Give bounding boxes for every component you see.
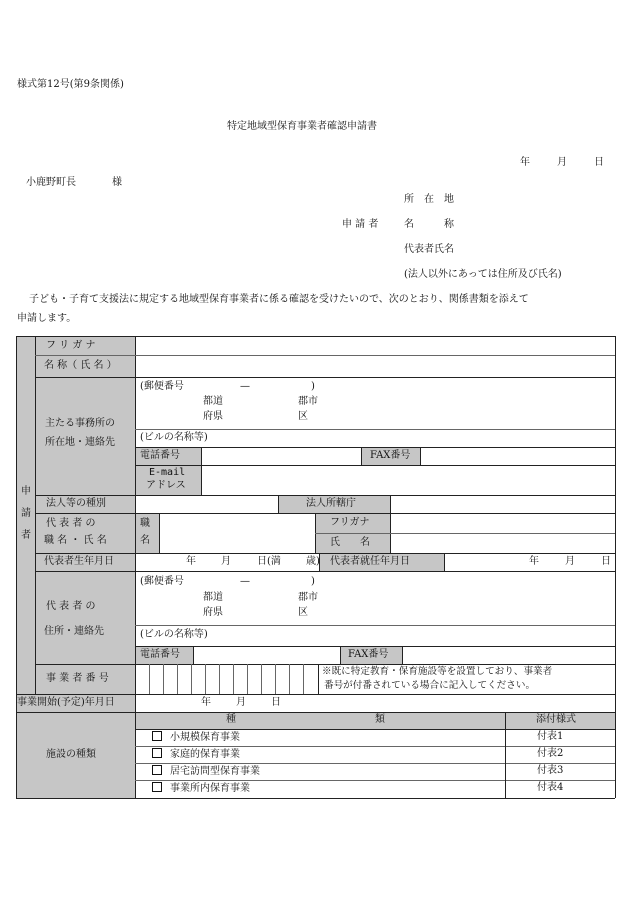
applicant-label: 申 請 者: [342, 219, 379, 230]
rep-birth-label: 代表者生年月日: [44, 556, 114, 567]
rep-gunshi-2: 区: [298, 607, 308, 618]
checkbox[interactable]: [152, 748, 162, 758]
postal-close: ): [311, 381, 315, 392]
rep-postal-close: ): [311, 576, 315, 587]
gunshi-1: 郡市: [298, 396, 318, 407]
rep-position-2: 職 名 ・ 氏 名: [44, 535, 107, 546]
form-number: 様式第12号(第9条関係): [17, 79, 124, 90]
rep-addr-label-2: 住所・連絡先: [44, 626, 104, 637]
birth-day: 日(満: [257, 556, 281, 567]
rep-addr-label-1: 代 表 者 の: [46, 601, 96, 612]
rep-postal-dash: —: [240, 576, 250, 587]
date-month: 月: [557, 157, 567, 168]
facility-row-2: [152, 748, 240, 761]
rep-postal-label: (郵便番号: [140, 576, 184, 587]
facility-name: 事業所内保育事業: [170, 783, 250, 794]
furigana-label: フ リ ガ ナ: [46, 340, 96, 351]
intro-line-2: 申請します。: [17, 313, 77, 324]
rep-name-label: 氏 名: [330, 537, 370, 548]
applicant-vertical-1: 申: [21, 486, 31, 497]
facility-name: 小規模保育事業: [170, 732, 240, 743]
facility-row-4: [152, 782, 250, 795]
birth-age: 歳): [306, 556, 320, 567]
facility-form-1: 付表1: [537, 731, 564, 742]
start-month: 月: [565, 556, 575, 567]
todofuken-1: 都道: [203, 396, 223, 407]
form-title: 特定地域型保育事業者確認申請書: [227, 121, 377, 132]
sd-year: 年: [201, 697, 211, 708]
rep-furigana-label: フリガナ: [330, 517, 370, 528]
rep-gunshi-1: 郡市: [298, 592, 318, 603]
corp-type-label: 法人等の種別: [46, 498, 106, 509]
addressee: 小鹿野町長: [26, 177, 76, 188]
operator-note-2: 番号が付番されている場合に記入してください。: [324, 680, 536, 691]
name-label: 名 称（ 氏 名 ）: [44, 360, 117, 371]
rep-phone-label: 電話番号: [140, 649, 180, 660]
facility-type-label: 施設の種類: [46, 749, 96, 760]
email-label-2: アドレス: [146, 480, 186, 491]
applicant-vertical-2: 請: [21, 508, 31, 519]
rep-todofuken-2: 府県: [203, 607, 223, 618]
operator-note-1: ※既に特定教育・保育施設等を設置しており、事業者: [322, 666, 553, 677]
start-year: 年: [529, 556, 539, 567]
sd-month: 月: [236, 697, 246, 708]
facility-name: 家庭的保育事業: [170, 749, 240, 760]
rep-todofuken-1: 都道: [203, 592, 223, 603]
fax-label: FAX番号: [370, 450, 411, 461]
intro-line-1: 子ども・子育て支援法に規定する地域型保育事業者に係る確認を受けたいので、次のとおり、関係書類を添えて: [29, 294, 529, 305]
rep-position-1: 代 表 者 の: [46, 518, 96, 529]
date-year: 年: [520, 157, 530, 168]
addressee-suffix: 様: [112, 177, 122, 188]
rep-building-label: (ビルの名称等): [140, 629, 208, 640]
phone-label: 電話番号: [140, 450, 180, 461]
post-label-2: 名: [140, 535, 150, 546]
applicant-note: (法人以外にあっては住所及び氏名): [404, 269, 562, 280]
sd-day: 日: [271, 697, 281, 708]
office-label-1: 主たる事務所の: [45, 418, 115, 429]
facility-form-2: 付表2: [537, 748, 564, 759]
facility-name: 居宅訪問型保育事業: [170, 766, 260, 777]
checkbox[interactable]: [152, 731, 162, 741]
date-day: 日: [594, 157, 604, 168]
facility-row-1: [152, 731, 240, 744]
applicant-address-label: 所 在 地: [404, 194, 454, 205]
facility-form-3: 付表3: [537, 765, 564, 776]
representative-label: 代表者氏名: [404, 244, 454, 255]
building-label: (ビルの名称等): [140, 432, 208, 443]
birth-year: 年: [186, 556, 196, 567]
rep-fax-label: FAX番号: [348, 649, 389, 660]
start-date-label: 事業開始(予定)年月日: [17, 697, 115, 708]
checkbox[interactable]: [152, 782, 162, 792]
operator-number-label: 事 業 者 番 号: [46, 673, 109, 684]
postal-dash: —: [240, 381, 250, 392]
corp-authority-label: 法人所轄庁: [306, 498, 356, 509]
postal-label: (郵便番号: [140, 381, 184, 392]
kind-header-2: 類: [375, 714, 385, 725]
rep-start-label: 代表者就任年月日: [330, 556, 410, 567]
applicant-vertical-3: 者: [21, 530, 31, 541]
attached-header: 添付様式: [536, 714, 576, 725]
checkbox[interactable]: [152, 765, 162, 775]
todofuken-2: 府県: [203, 411, 223, 422]
birth-month: 月: [221, 556, 231, 567]
email-label-1: E-mail: [149, 467, 186, 478]
kind-header-1: 種: [226, 714, 236, 725]
facility-form-4: 付表4: [537, 782, 564, 793]
facility-row-3: [152, 765, 260, 778]
gunshi-2: 区: [298, 411, 308, 422]
post-label-1: 職: [140, 518, 150, 529]
start-day: 日: [601, 556, 611, 567]
office-label-2: 所在地・連絡先: [45, 437, 115, 448]
applicant-name-label: 名 称: [404, 219, 454, 230]
